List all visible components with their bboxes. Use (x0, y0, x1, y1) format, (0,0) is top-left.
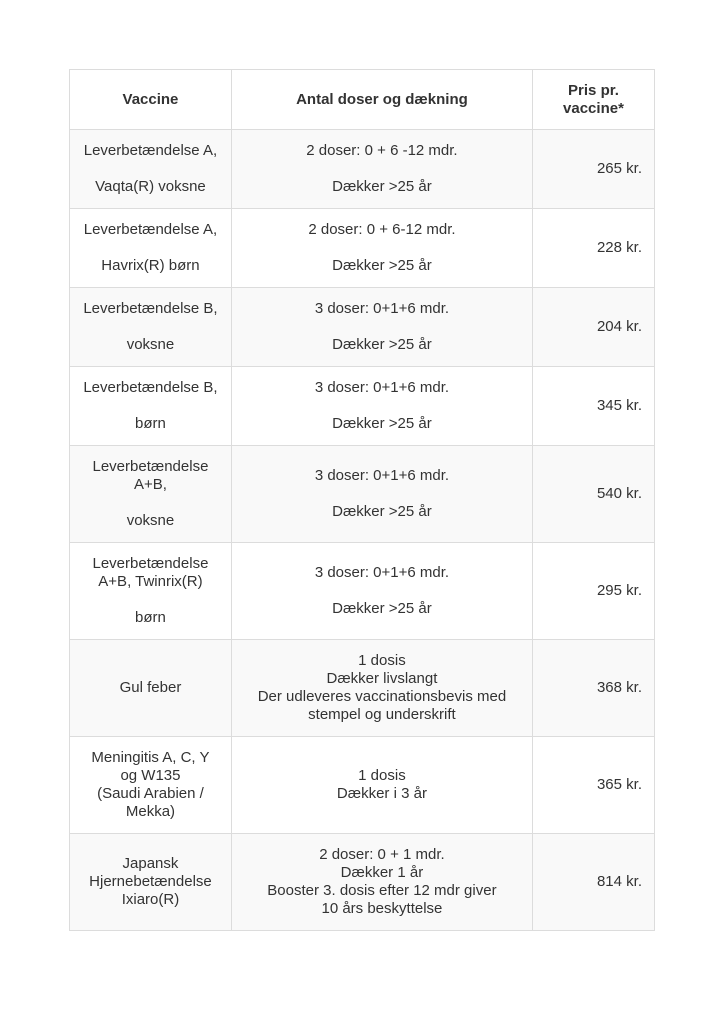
doses-cell: 2 doser: 0 + 6-12 mdr. Dækker >25 år (231, 209, 532, 288)
doses-cell: 1 dosis Dækker i 3 år (231, 737, 532, 834)
vaccine-cell: Leverbetændelse A, Vaqta(R) voksne (70, 130, 232, 209)
table-row (70, 288, 655, 367)
table-row (70, 209, 655, 288)
vaccine-cell: Leverbetændelse A, Havrix(R) børn (70, 209, 232, 288)
vaccine-cell: Japansk Hjernebetændelse Ixiaro(R) (70, 834, 232, 931)
doses-cell: 2 doser: 0 + 6 -12 mdr. Dækker >25 år (231, 130, 532, 209)
table-row (70, 367, 655, 446)
price-cell: 540 kr. (532, 446, 654, 543)
doses-cell: 2 doser: 0 + 1 mdr. Dækker 1 år Booster 3. dosis efter 12 mdr giver 10 års beskyttelse (231, 834, 532, 931)
doses-cell: 3 doser: 0+1+6 mdr. Dækker >25 år (231, 543, 532, 640)
header-vaccine: Vaccine (70, 70, 232, 130)
price-cell: 345 kr. (532, 367, 654, 446)
doses-cell: 3 doser: 0+1+6 mdr. Dækker >25 år (231, 367, 532, 446)
vaccine-cell: Leverbetændelse A+B, voksne (70, 446, 232, 543)
vaccine-cell: Meningitis A, C, Y og W135 (Saudi Arabien / Mekka) (70, 737, 232, 834)
price-cell: 295 kr. (532, 543, 654, 640)
price-cell: 265 kr. (532, 130, 654, 209)
price-cell: 368 kr. (532, 640, 654, 737)
table-row (70, 640, 655, 737)
price-cell: 365 kr. (532, 737, 654, 834)
header-price: Pris pr. vaccine* (532, 70, 654, 130)
table-header-row (70, 70, 655, 130)
vaccine-cell: Leverbetændelse B, børn (70, 367, 232, 446)
doses-cell: 3 doser: 0+1+6 mdr. Dækker >25 år (231, 446, 532, 543)
vaccine-cell: Gul feber (70, 640, 232, 737)
price-cell: 204 kr. (532, 288, 654, 367)
price-cell: 814 kr. (532, 834, 654, 931)
header-doses: Antal doser og dækning (231, 70, 532, 130)
vaccine-cell: Leverbetændelse B, voksne (70, 288, 232, 367)
table-row (70, 543, 655, 640)
table-row (70, 446, 655, 543)
price-cell: 228 kr. (532, 209, 654, 288)
table-row (70, 834, 655, 931)
doses-cell: 1 dosis Dækker livslangt Der udleveres vaccinationsbevis med stempel og underskrift (231, 640, 532, 737)
doses-cell: 3 doser: 0+1+6 mdr. Dækker >25 år (231, 288, 532, 367)
table-row (70, 130, 655, 209)
vaccine-cell: Leverbetændelse A+B, Twinrix(R) børn (70, 543, 232, 640)
vaccine-price-table (69, 69, 655, 931)
table-row (70, 737, 655, 834)
